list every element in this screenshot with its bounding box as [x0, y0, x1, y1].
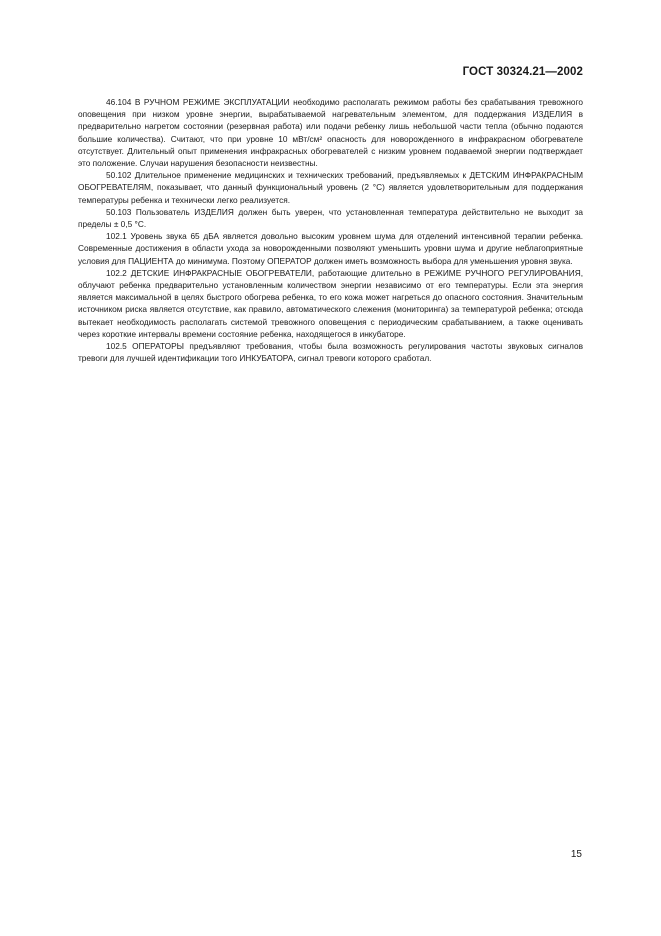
paragraph-102-5: 102.5 ОПЕРАТОРЫ предъявляют требования, чтобы была возможность регулирования частоты звуковых сигналов тревоги для лучшей идентификации того ИНКУБАТОРА, сигнал тревоги которого сработал.	[78, 341, 583, 364]
paragraph-102-2: 102.2 ДЕТСКИЕ ИНФРАКРАСНЫЕ ОБОГРЕВАТЕЛИ, работающие длительно в РЕЖИМЕ РУЧНОГО РЕГУЛИРОВАНИЯ, облучают ребенка предварительно установленным количеством энергии независимо от его температуры. Если эта энергия является максимальной в целях быстрого обогрева ребенка, то его кожа может нагреться до опасного состояния. Значительным источником риска является отсутствие, как правило, автоматического слежения (мониторинга) за температурой ребенка; отсюда вытекает необходимость располагать системой тревожного оповещения с периодическим срабатыванием, а также оценивать через короткие интервалы времени состояние ребенка, находящегося в инкубаторе.	[78, 267, 583, 339]
paragraph-50-102: 50.102 Длительное применение медицинских и технических требований, предъявляемых к ДЕТСКИМ ИНФРАКРАСНЫМ ОБОГРЕВАТЕЛЯМ, показывает, что данный функциональный уровень (2 °С) является удовлетворительным для поддержания температуры ребенка и технически легко реализуется.	[78, 170, 583, 205]
paragraph-46-104: 46.104 В РУЧНОМ РЕЖИМЕ ЭКСПЛУАТАЦИИ необходимо располагать режимом работы без срабатывания тревожного оповещения при низком уровне энергии, вырабатываемой нагревательным элементом, для поддержания ИЗДЕЛИЯ в предварительно нагретом состоянии (резервная работа) или подачи ребенку лишь небольшой части тепла (обычно подаются большие количества). Считают, что при уровне 10 мВт/см² опасность для новорожденного в инфракрасном обогревателе отсутствует. Длительный опыт применения инфракрасных обогревателей с низким уровнем подаваемой энергии подтверждает это положение. Случаи нарушения безопасности неизвестны.	[78, 97, 583, 169]
document-body	[78, 96, 583, 364]
paragraph-50-103: 50.103 Пользователь ИЗДЕЛИЯ должен быть уверен, что установленная температура действительно не выходит за пределы ± 0,5 °С.	[78, 206, 583, 230]
document-header: ГОСТ 30324.21—2002	[462, 66, 583, 78]
page-number: 15	[570, 849, 582, 860]
paragraph-102-1: 102.1 Уровень звука 65 дБА является довольно высоким уровнем шума для отделений интенсивной терапии ребенка. Современные достижения в области ухода за новорожденными позволяют уменьшить уровни шума и другие неблагоприятные условия для ПАЦИЕНТА до минимума. Поэтому ОПЕРАТОР должен иметь возможность выбора для уменьшения уровня звука.	[78, 231, 583, 266]
